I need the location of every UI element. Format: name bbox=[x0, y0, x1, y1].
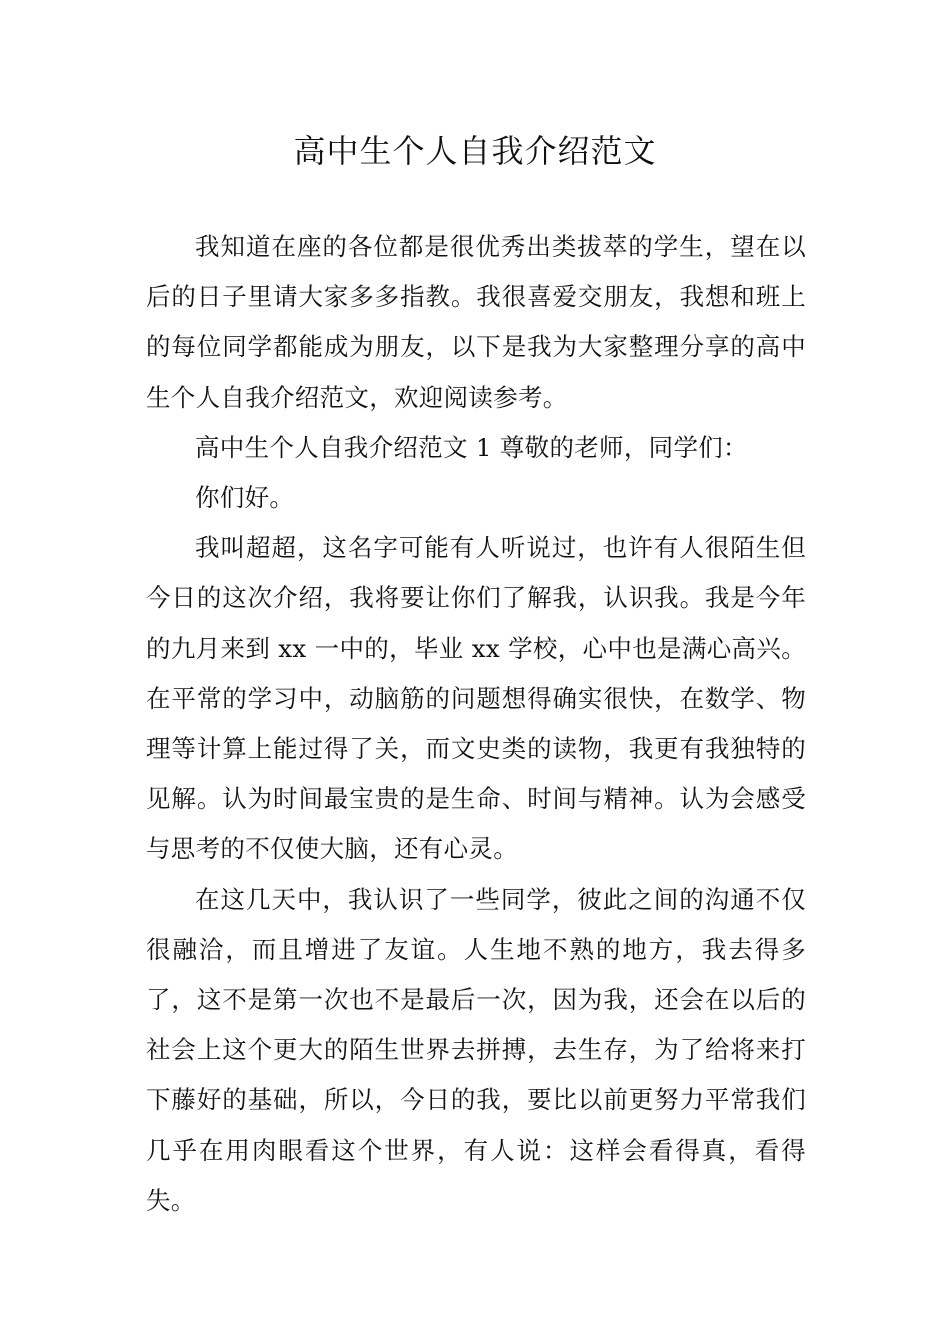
document-body bbox=[146, 222, 806, 1226]
paragraph-self-intro: 我叫超超，这名字可能有人听说过，也许有人很陌生但今日的这次介绍，我将要让你们了解我，认识我。我是今年的九月来到 xx 一中的，毕业 xx 学校，心中也是满心高兴。在平常的学习中，动脑筋的问题想得确实很快，在数学、物理等计算上能过得了关，而文史类的读物，我更有我独特的见解。认为时间最宝贵的是生命、时间与精神。认为会感受与思考的不仅使大脑，还有心灵。 bbox=[146, 533, 806, 864]
paragraph-intro: 我知道在座的各位都是很优秀出类拔萃的学生，望在以后的日子里请大家多多指教。我很喜爱交朋友，我想和班上的每位同学都能成为朋友，以下是我为大家整理分享的高中生个人自我介绍范文，欢迎阅读参考。 bbox=[146, 232, 806, 412]
page-title: 高中生个人自我介绍范文 bbox=[293, 132, 657, 170]
paragraph-heading-1: 高中生个人自我介绍范文 1 尊敬的老师，同学们： bbox=[195, 432, 748, 462]
paragraph-greeting: 你们好。 bbox=[195, 483, 295, 513]
paragraph-classmates: 在这几天中，我认识了一些同学，彼此之间的沟通不仅很融洽，而且增进了友谊。人生地不熟的地方，我去得多了，这不是第一次也不是最后一次，因为我，还会在以后的社会上这个更大的陌生世界去拼搏，去生存，为了给将来打下藤好的基础，所以，今日的我，要比以前更努力平常我们几乎在用肉眼看这个世界，有人说：这样会看得真，看得失。 bbox=[146, 884, 806, 1215]
